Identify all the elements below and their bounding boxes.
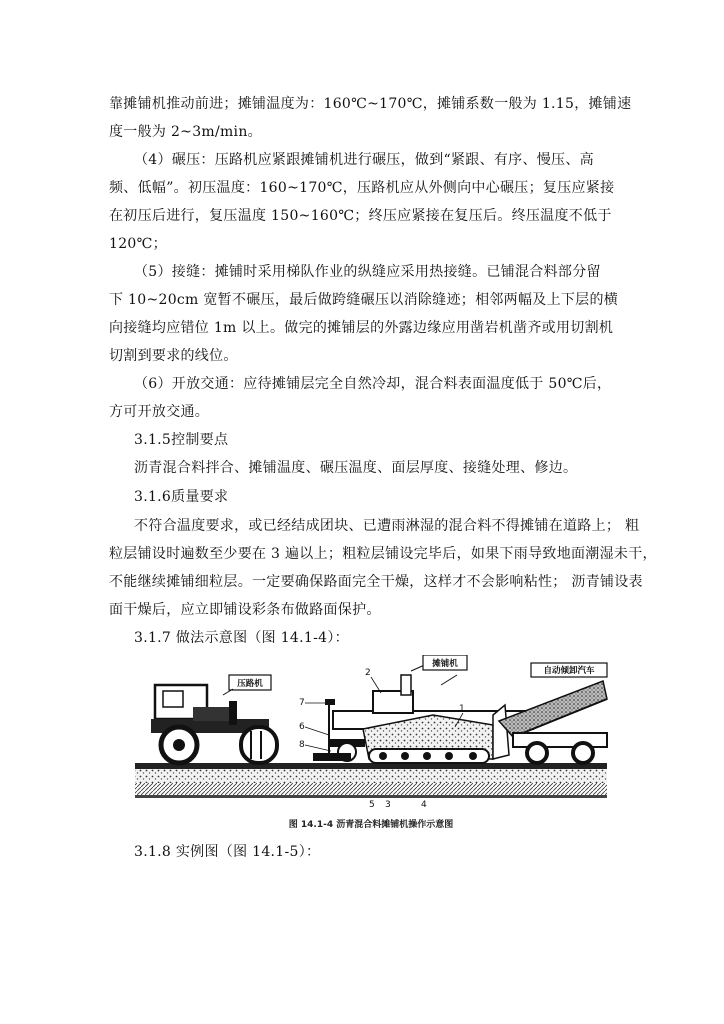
text-line: 不能继续摊铺细粒层。一定要确保路面完全干燥，这样才不会影响粘性； 沥青铺设表 [109, 574, 643, 590]
diagram-illustration [133, 655, 609, 815]
text-line: 在初压后进行，复压温度 150~160℃；终压应紧接在复压后。终压温度不低于 [109, 208, 612, 224]
section-heading-3-1-6: 3.1.6质量要求 [134, 489, 229, 505]
text-line: 切割到要求的线位。 [109, 348, 238, 364]
text-line: 粒层铺设时遍数至少要在 3 遍以上；粗粒层铺设完毕后，如果下雨导致地面潮湿未干， [109, 546, 657, 562]
truck-label: 自动倾卸汽车 [543, 666, 595, 676]
section-heading-3-1-8: 3.1.8 实例图（图 14.1-5）： [134, 844, 321, 860]
text-line: 面干燥后，应立即铺设彩条布做路面保护。 [109, 602, 381, 618]
callout-4: 4 [421, 800, 427, 810]
asphalt-paver [313, 655, 533, 763]
text-line: 不符合温度要求，或已经结成团块、已遭雨淋湿的混合料不得摊铺在道路上； 粗 [134, 518, 640, 534]
text-line: 度一般为 2~3m/min。 [109, 124, 262, 140]
base-course [135, 769, 607, 783]
text-line: 120℃； [109, 236, 167, 252]
text-line: 频、低幅”。初压温度：160~170℃，压路机应从外侧向中心碾压；复压应紧接 [109, 180, 615, 196]
subgrade [135, 783, 607, 797]
text-line: 方可开放交通。 [109, 404, 210, 420]
text-line: （6）开放交通：应待摊铺层完全自然冷却，混合料表面温度低于 50℃后， [134, 376, 612, 392]
paver-operation-diagram [133, 655, 609, 835]
callout-2: 2 [365, 668, 371, 678]
section-heading-3-1-5: 3.1.5控制要点 [134, 432, 229, 448]
text-line: （4）碾压：压路机应紧跟摊铺机进行碾压，做到“紧跟、有序、慢压、高 [134, 152, 594, 168]
text-line: 下 10~20cm 宽暂不碾压，最后做跨缝碾压以消除缝迹；相邻两幅及上下层的横 [109, 292, 619, 308]
text-line: 靠摊铺机推动前进；摊铺温度为：160℃~170℃，摊铺系数一般为 1.15，摊铺速 [109, 96, 632, 112]
callout-3: 3 [385, 800, 391, 810]
section-heading-3-1-7: 3.1.7 做法示意图（图 14.1-4）： [134, 630, 349, 646]
roller-label: 压路机 [237, 679, 263, 689]
text-line: 沥青混合料拌合、摊铺温度、碾压温度、面层厚度、接缝处理、修边。 [134, 460, 578, 476]
callout-1: 1 [459, 704, 465, 714]
callout-7: 7 [299, 698, 305, 708]
text-line: （5）接缝：摊铺时采用梯队作业的纵缝应采用热接缝。已铺混合料部分留 [134, 264, 601, 280]
callout-8: 8 [299, 740, 305, 750]
paver-label: 摊铺机 [432, 659, 458, 669]
text-line: 向接缝均应错位 1m 以上。做完的摊铺层的外露边缘应用凿岩机凿齐或用切割机 [109, 320, 614, 336]
callout-6: 6 [299, 722, 305, 732]
callout-5: 5 [369, 800, 375, 810]
figure-caption: 图 14.1-4 沥青混合料摊铺机操作示意图 [288, 820, 454, 830]
